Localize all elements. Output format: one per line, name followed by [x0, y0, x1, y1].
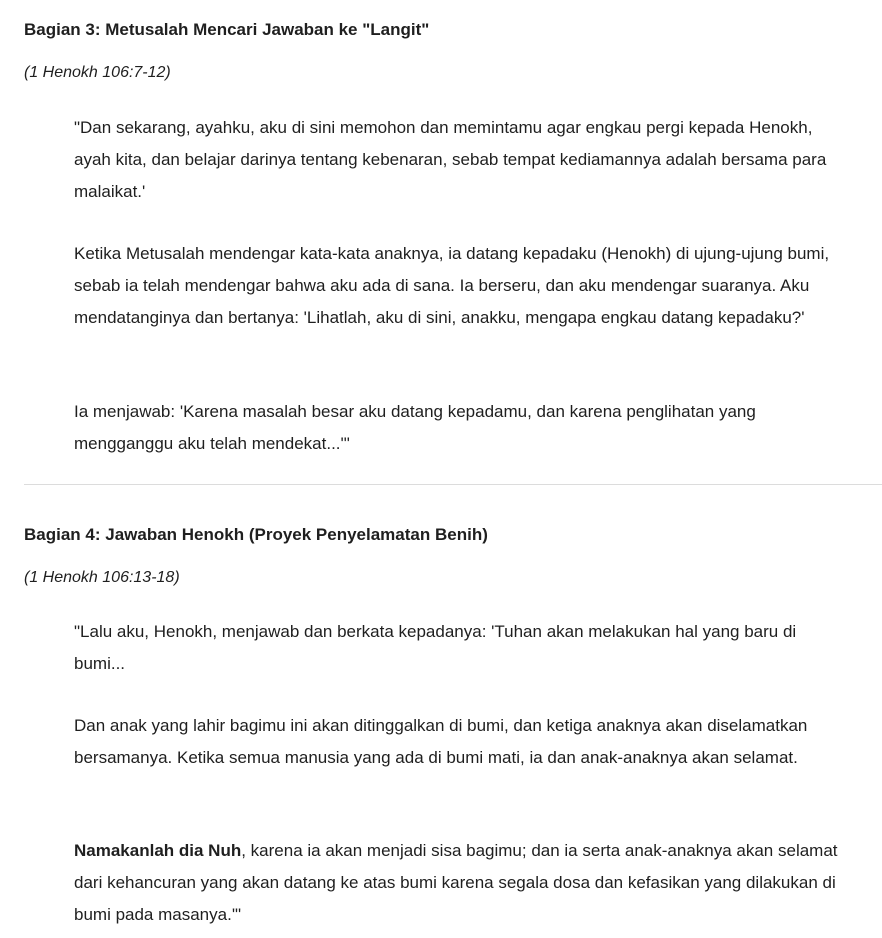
section-3-reference: (1 Henokh 106:7-12)	[24, 64, 171, 81]
section-3-paragraph-1: "Dan sekarang, ayahku, aku di sini memohon dan memintamu agar engkau pergi kepada Henokh, ayah kita, dan belajar darinya tentang kebenaran, sebab tempat kediamannya adalah bersama para malaikat.'	[74, 118, 827, 201]
section-4-title: Bagian 4: Jawaban Henokh (Proyek Penyelamatan Benih)	[24, 525, 488, 544]
section-3-title: Bagian 3: Metusalah Mencari Jawaban ke "Langit"	[24, 20, 430, 39]
section-divider	[24, 484, 882, 485]
section-3-paragraph-3: Ia menjawab: 'Karena masalah besar aku datang kepadamu, dan karena penglihatan yang mengganggu aku telah mendekat...'"	[74, 402, 756, 453]
section-4-paragraph-2: Dan anak yang lahir bagimu ini akan ditinggalkan di bumi, dan ketiga anaknya akan diselamatkan bersamanya. Ketika semua manusia yang ada di bumi mati, ia dan anak-anaknya akan selamat.	[74, 716, 808, 767]
section-4-reference: (1 Henokh 106:13-18)	[24, 569, 180, 586]
section-3-paragraph-2: Ketika Metusalah mendengar kata-kata anaknya, ia datang kepadaku (Henokh) di ujung-ujung bumi, sebab ia telah mendengar bahwa aku ada di sana. Ia berseru, dan aku mendengar suaranya. Aku mendatanginya dan bertanya: 'Lihatlah, aku di sini, anakku, mengapa engkau datang kepadaku?'	[74, 244, 830, 327]
section-4-paragraph-1: "Lalu aku, Henokh, menjawab dan berkata kepadanya: 'Tuhan akan melakukan hal yang baru di bumi...	[74, 622, 797, 673]
section-4-paragraph-3	[74, 835, 850, 931]
section-4-paragraph-3-text: , karena ia akan menjadi sisa bagimu; dan ia serta anak-anaknya akan selamat dari kehancuran yang akan datang ke atas bumi karena segala dosa dan kefasikan yang dilakukan di bumi pada masanya.'"	[74, 841, 838, 924]
emphasis-name-noah: Namakanlah dia Nuh	[74, 841, 242, 860]
